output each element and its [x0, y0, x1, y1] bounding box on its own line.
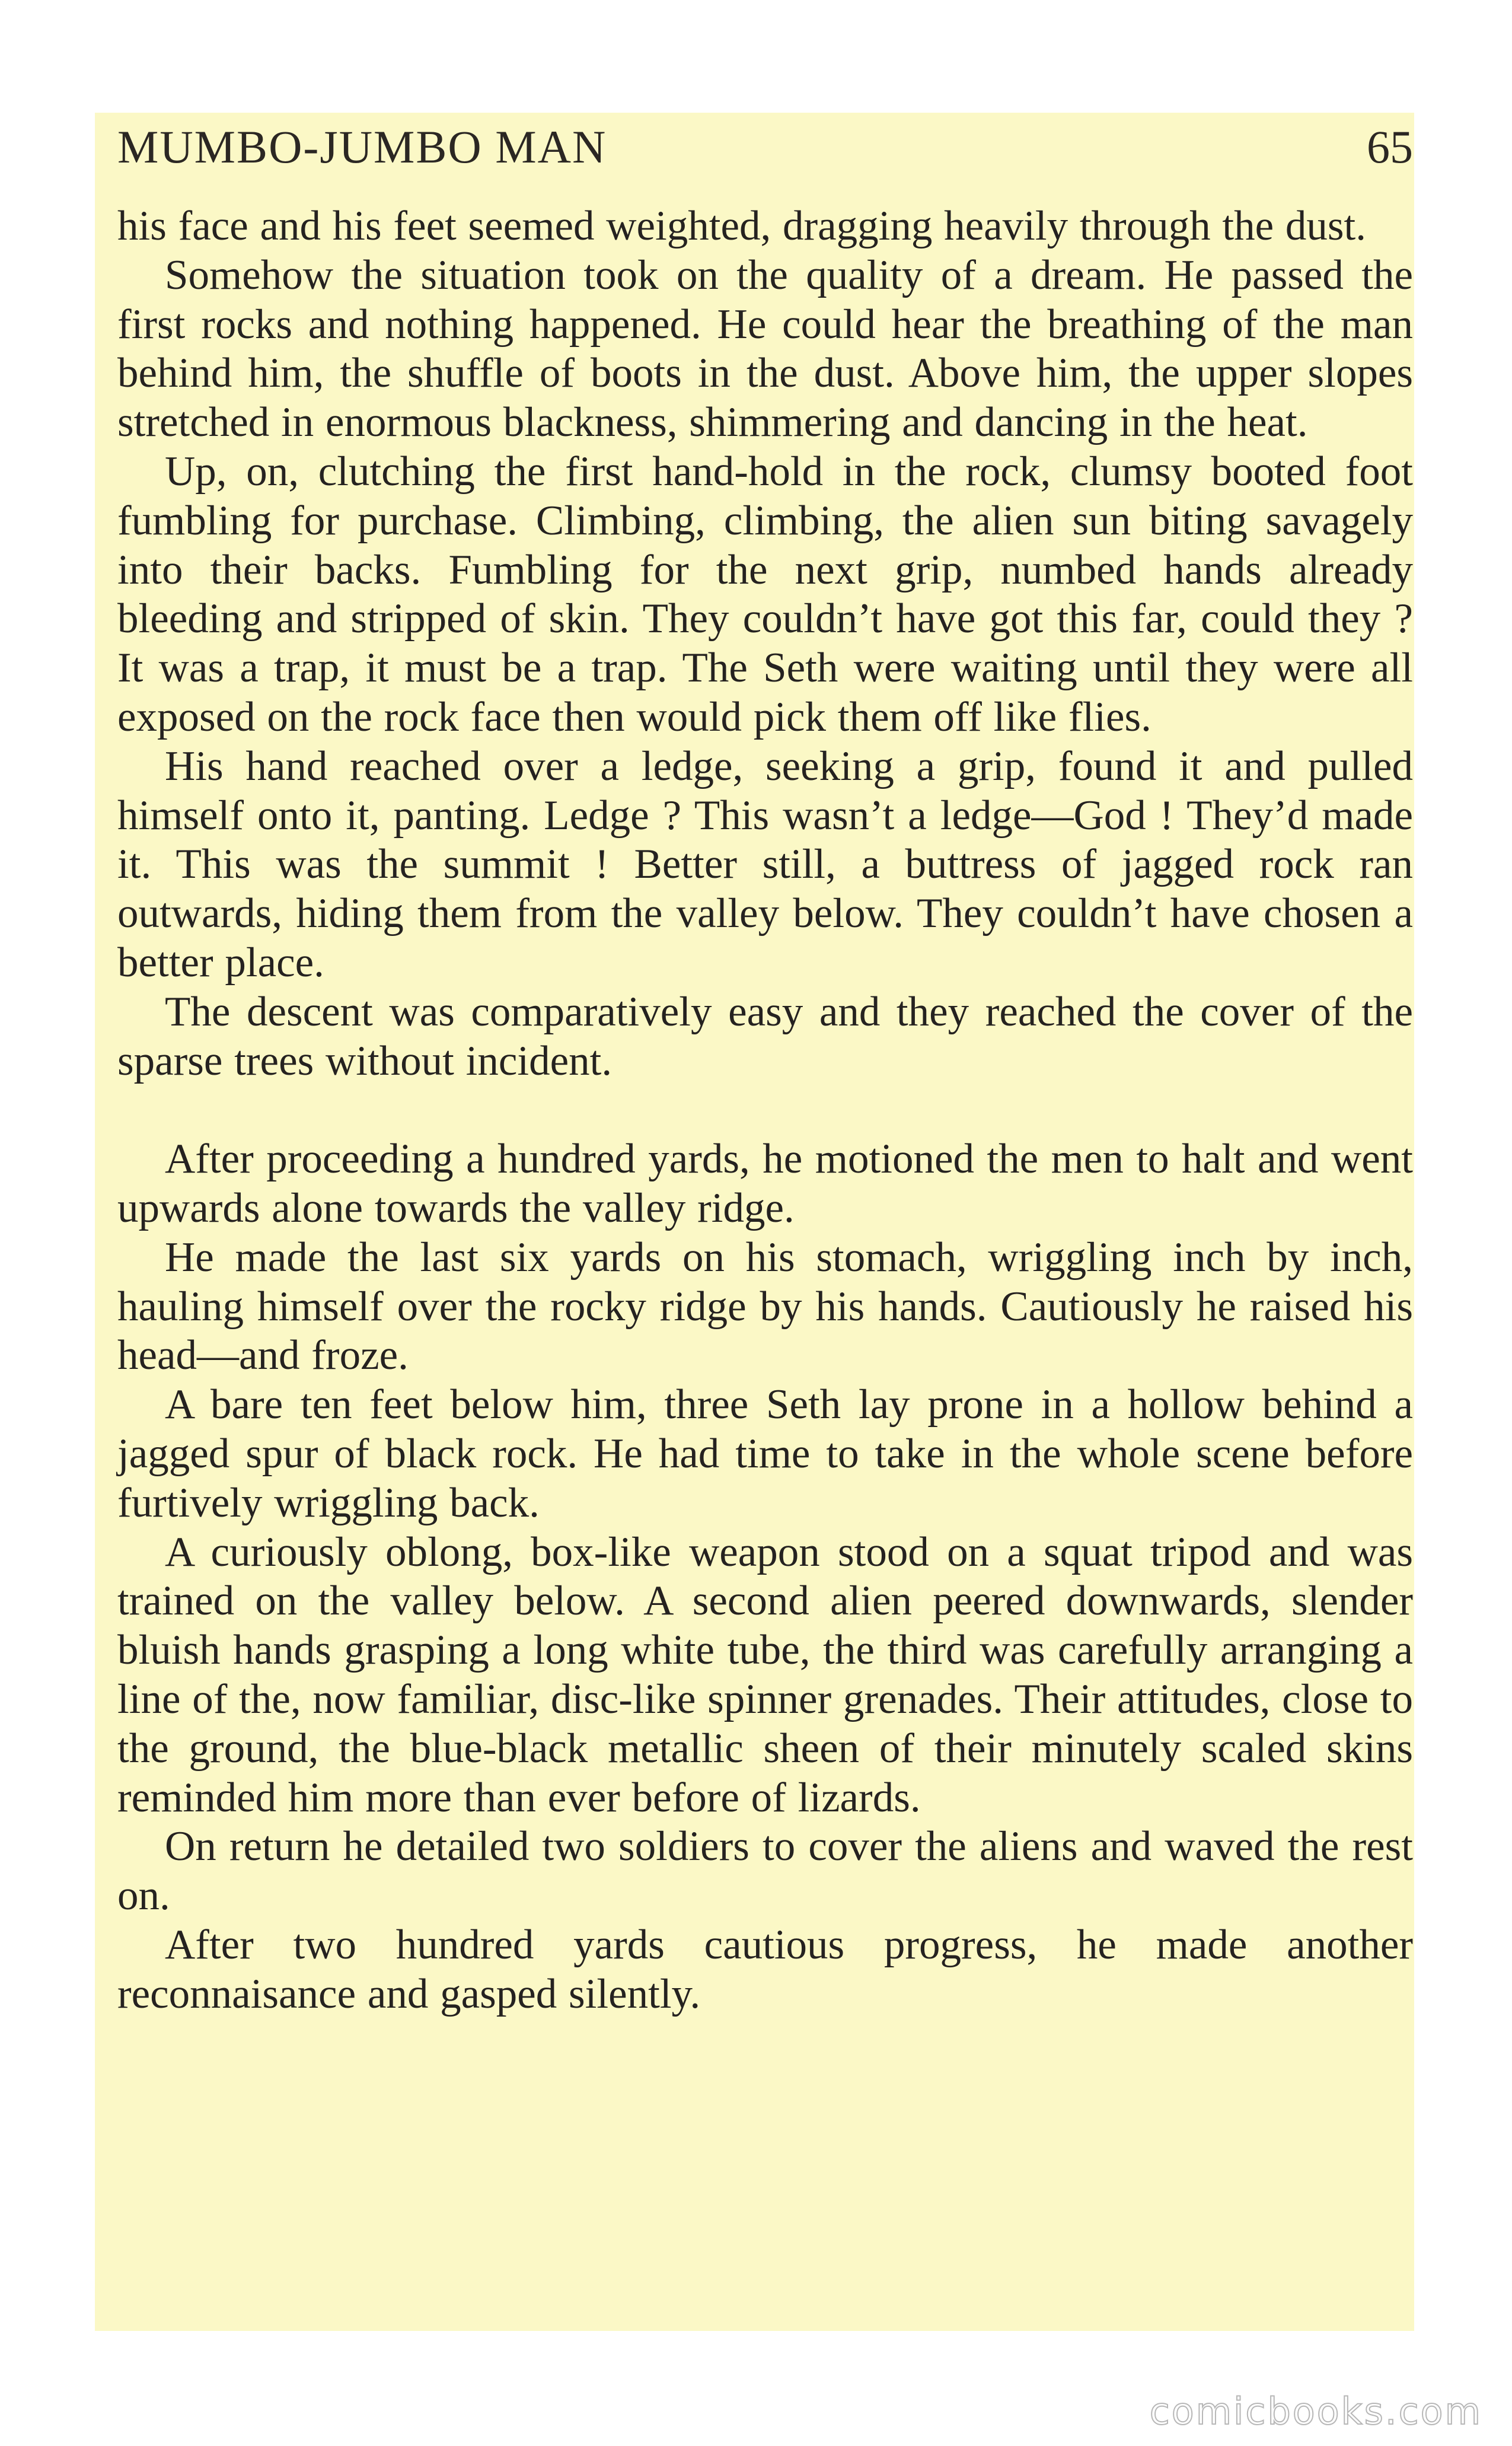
- paragraph-3: Up, on, clutching the first hand-hold in the rock, clumsy booted foot fumbling for purchase. Climbing, climbing, the alien sun biting savagely into their backs. Fumbling for the next grip, numbed hands already bleeding and stripped of skin. They couldn’t have got this far, could they ? It was a trap, it must be a trap. The Seth were waiting until they were all exposed on the rock face then would pick them off like flies.: [117, 448, 1413, 740]
- chapter-title: MUMBO-JUMBO MAN: [117, 121, 607, 173]
- page-number: 65: [1367, 121, 1413, 173]
- body-text: [117, 202, 1413, 2018]
- paragraph-1: his face and his feet seemed weighted, dragging heavily through the dust.: [117, 203, 1367, 249]
- paragraph-6: After proceeding a hundred yards, he motioned the men to halt and went upwards alone towards the valley ridge.: [117, 1136, 1413, 1231]
- paragraph-5: The descent was comparatively easy and they reached the cover of the sparse trees without incident.: [117, 988, 1413, 1084]
- paragraph-7: He made the last six yards on his stomach, wriggling inch by inch, hauling himself over the rocky ridge by his hands. Cautiously he raised his head—and froze.: [117, 1234, 1413, 1379]
- running-header: [117, 117, 1413, 177]
- paragraph-10: On return he detailed two soldiers to cover the aliens and waved the rest on.: [117, 1823, 1413, 1919]
- paragraph-2: Somehow the situation took on the quality of a dream. He passed the first rocks and nothing happened. He could hear the breathing of the man behind him, the shuffle of boots in the dust. Above him, the upper slopes stretched in enormous blackness, shimmering and dancing in the heat.: [117, 251, 1413, 446]
- paragraph-4: His hand reached over a ledge, seeking a grip, found it and pulled himself onto it, panting. Ledge ? This wasn’t a ledge—God ! They’d made it. This was the summit ! Better still, a buttress of jagged rock ran outwards, hiding them from the valley below. They couldn’t have chosen a better place.: [117, 743, 1413, 986]
- paragraph-9: A curiously oblong, box-like weapon stood on a squat tripod and was trained on the valley below. A second alien peered downwards, slender bluish hands grasping a long white tube, the third was carefully arranging a line of the, now familiar, disc-like spinner grenades. Their attitudes, close to the ground, the blue-black metallic sheen of their minutely scaled skins reminded him more than ever before of lizards.: [117, 1528, 1413, 1821]
- book-page: [95, 113, 1414, 2331]
- watermark: comicbooks.com: [1149, 2390, 1482, 2433]
- paragraph-11: After two hundred yards cautious progress, he made another reconnaisance and gasped silently.: [117, 1921, 1413, 2017]
- paragraph-8: A bare ten feet below him, three Seth lay prone in a hollow behind a jagged spur of black rock. He had time to take in the whole scene before furtively wriggling back.: [117, 1381, 1413, 1526]
